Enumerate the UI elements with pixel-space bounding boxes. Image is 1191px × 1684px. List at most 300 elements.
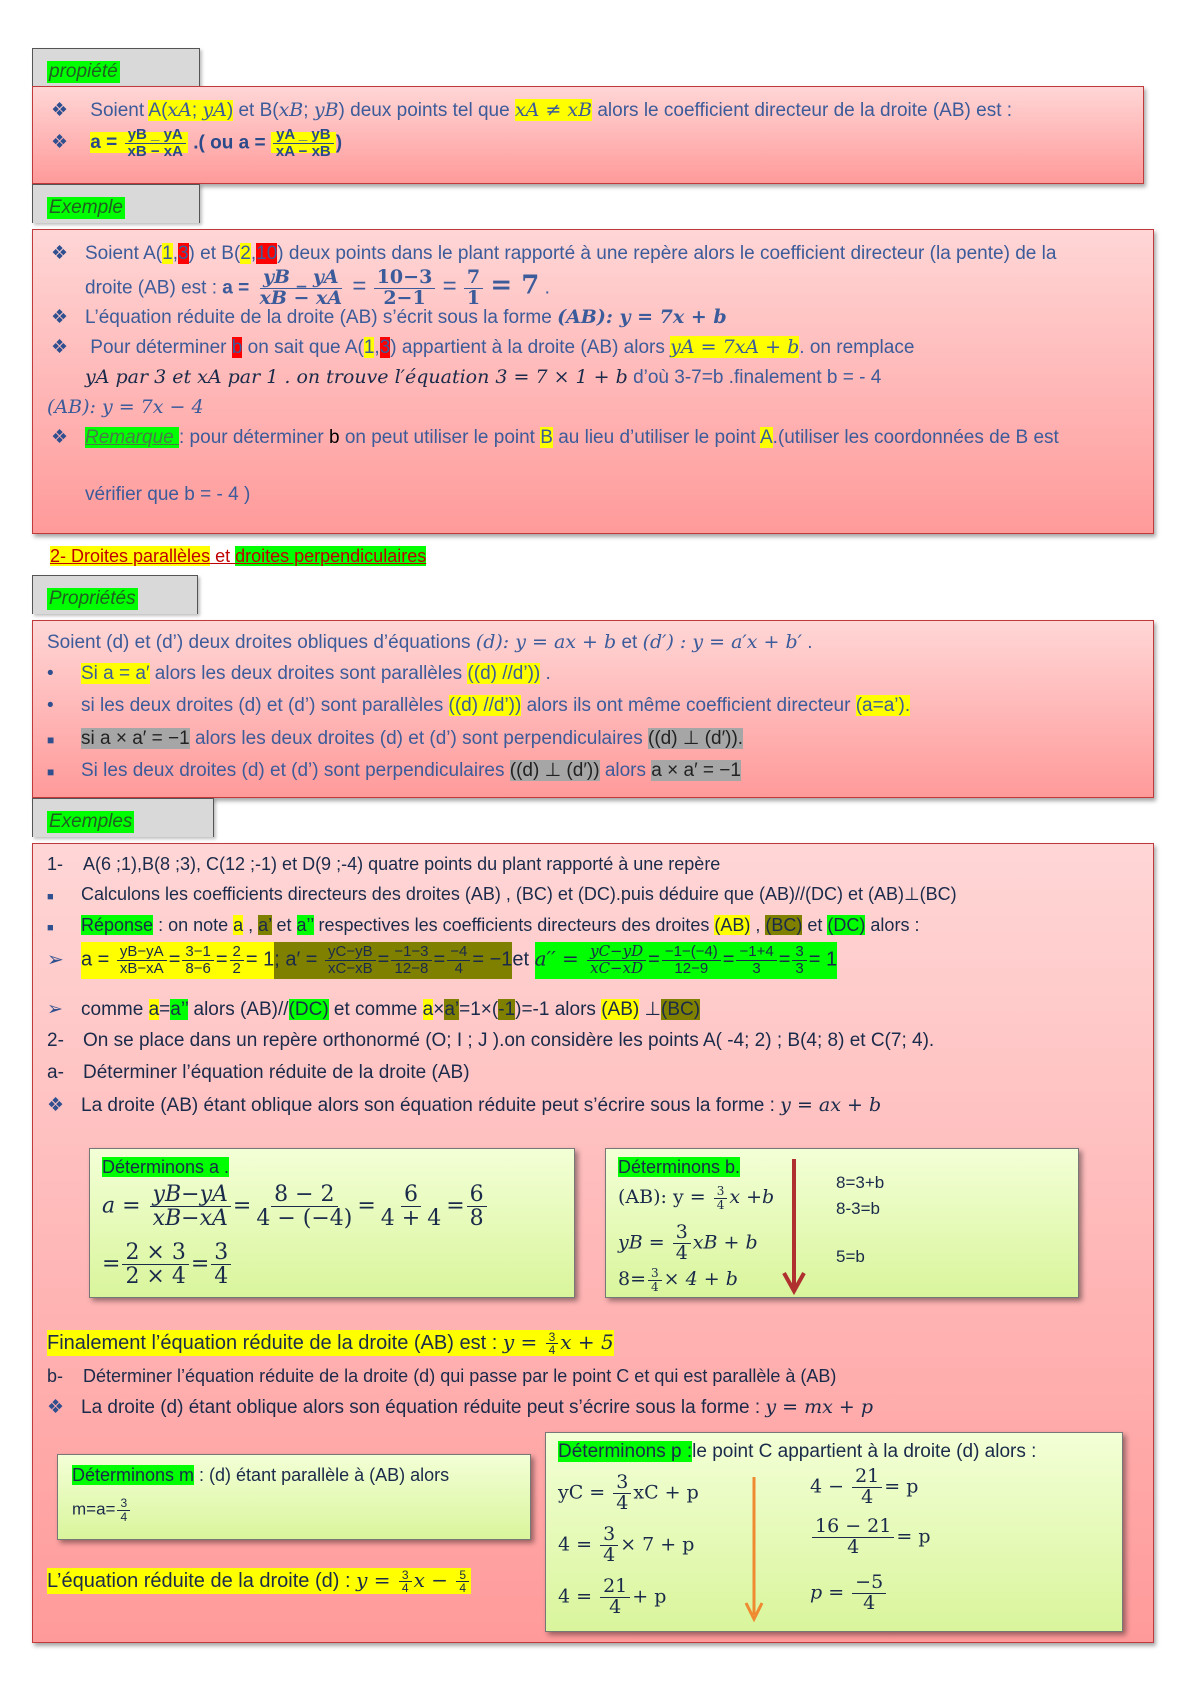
ex-line-b2 xyxy=(47,1396,873,1419)
t: alors ils ont même coefficient directeur xyxy=(521,695,856,716)
t: × 7 + p xyxy=(620,1533,695,1556)
t: a × a′ = −1 xyxy=(651,760,741,781)
point-a xyxy=(148,100,233,121)
t: yA = 7xA + b xyxy=(670,336,800,358)
determine-p-r3 xyxy=(810,1573,888,1614)
determine-b-r3: 5=b xyxy=(836,1247,865,1266)
t: y = xyxy=(502,1330,544,1354)
determine-b-l2 xyxy=(618,1223,758,1264)
t: 3 xyxy=(752,959,761,977)
t: On se place dans un repère orthonormé (O; I ; J ).on considère les points A( -4; 2) ; B(4; 8) et C(7; 4). xyxy=(83,1030,935,1051)
t: (BC) xyxy=(765,915,803,935)
t: yB _ yA xyxy=(125,127,186,144)
t: 4 xyxy=(675,1241,688,1264)
t: xB + b xyxy=(692,1231,758,1254)
t: x + 5 xyxy=(560,1330,614,1354)
t: a = xyxy=(90,132,123,154)
t: yB xyxy=(313,99,339,121)
t: a′′ = xyxy=(534,946,586,971)
t: Finalement l’équation réduite de la droite (AB) est : xyxy=(47,1332,503,1354)
t: 21 xyxy=(852,1467,882,1488)
t: -1 xyxy=(498,999,516,1020)
property-line-1 xyxy=(51,99,1012,122)
t: 4 xyxy=(120,1509,128,1524)
t: 4 xyxy=(616,1491,629,1514)
t: = xyxy=(357,1193,376,1219)
t: × 4 + b xyxy=(663,1268,738,1291)
t: . xyxy=(801,632,813,653)
t: 12−9 xyxy=(674,959,709,977)
t: x − xyxy=(413,1568,455,1592)
t: 4 xyxy=(401,1581,409,1596)
t: . on remplace xyxy=(799,337,915,358)
t: yC−yB xyxy=(325,944,376,961)
determine-b-r2: 8-3=b xyxy=(836,1199,880,1218)
t: 2 × 4 xyxy=(125,1264,186,1290)
t: (DC) xyxy=(827,915,866,935)
prop-intro xyxy=(47,631,813,654)
t: xB xyxy=(278,99,304,121)
t: alors (AB)// xyxy=(188,999,289,1020)
ex-line-a xyxy=(47,1062,470,1084)
t: 2- Droites parallèles xyxy=(50,546,211,566)
slope-formula-alt xyxy=(271,126,336,160)
examples-tab xyxy=(32,798,214,837)
slope-formula xyxy=(90,126,188,160)
diamond-bullet-icon: ❖ xyxy=(51,307,69,328)
example-line-5 xyxy=(85,366,881,389)
t: xB − xA xyxy=(259,286,343,309)
t: xB−xA xyxy=(152,1206,228,1232)
t: xB − xA xyxy=(127,142,183,160)
t: ((d) //d’)) xyxy=(448,695,522,716)
fraction xyxy=(673,1223,691,1264)
t: ⊥ xyxy=(639,999,662,1020)
t: et xyxy=(210,546,236,566)
example-line-4: ❖ Pour déterminer b on sait que A(1,3) appartient à la droite (AB) alors yA = 7xA + b. on remplace xyxy=(51,336,915,358)
t: 1- xyxy=(47,854,64,874)
t: a xyxy=(148,999,160,1020)
t: ) et B( xyxy=(188,243,241,264)
determine-p-l1 xyxy=(558,1473,699,1514)
fraction xyxy=(150,1183,231,1230)
t: 10 xyxy=(256,243,278,264)
t: A xyxy=(759,427,773,448)
t: L’équation réduite de la droite (AB) s’écrit sous la forme xyxy=(85,307,558,328)
fraction xyxy=(257,268,346,309)
fraction xyxy=(648,1267,662,1293)
fraction xyxy=(600,1525,618,1566)
determine-b-r1: 8=3+b xyxy=(836,1173,885,1192)
t: (AB) xyxy=(601,999,640,1020)
t: yA _ yB xyxy=(273,127,333,144)
t: yA par 3 et xA par 1 . on trouve l′équation 3 = 7 × 1 + b xyxy=(85,366,628,388)
final-eq-d xyxy=(47,1568,471,1595)
t: (AB) xyxy=(714,915,751,935)
ex-line-3 xyxy=(47,915,919,936)
determine-b-title xyxy=(618,1157,740,1178)
t: a xyxy=(422,999,434,1020)
t: .( ou a = xyxy=(193,132,271,154)
t: 3 xyxy=(714,1185,728,1199)
determine-p-r1 xyxy=(810,1467,918,1508)
properties-tab xyxy=(32,575,198,614)
t: (d): y = ax + b xyxy=(475,631,617,653)
diamond-bullet-icon: ❖ xyxy=(51,243,69,264)
t: 4 xyxy=(459,1581,467,1596)
t: xB−xA xyxy=(119,959,164,977)
t: b xyxy=(328,427,340,448)
t: xA − xB xyxy=(275,142,331,160)
t: Déterminer l’équation réduite de la droite (d) qui passe par le point C et qui est parallèle à (AB) xyxy=(83,1366,837,1386)
fraction xyxy=(391,944,431,977)
properties-box xyxy=(32,620,1154,798)
t: on sait que A( xyxy=(242,337,364,358)
determine-m-title xyxy=(72,1465,449,1486)
t: 3 xyxy=(379,337,391,358)
t: 4 xyxy=(548,1343,556,1358)
t: −5 xyxy=(852,1573,886,1594)
t: 4 xyxy=(214,1264,229,1290)
t: A(6 ;1),B(8 ;3), C(12 ;-1) et D(9 ;-4) quatre points du plant rapporté à une repère xyxy=(83,854,721,874)
fraction xyxy=(378,1183,444,1230)
t: = 1 xyxy=(808,948,838,971)
t: le point C appartient à la droite (d) alors : xyxy=(692,1441,1037,1462)
example-tab-label: Exemple xyxy=(49,197,123,218)
example-line-7 xyxy=(51,426,1059,449)
t: (a=a’). xyxy=(855,695,911,716)
t: alors les deux droites sont parallèles xyxy=(149,663,468,684)
t: 4 xyxy=(847,1535,860,1558)
t: et comme xyxy=(328,999,423,1020)
t: alors le coefficient directeur de la droite (AB) est : xyxy=(597,100,1013,121)
t: xC + p xyxy=(633,1481,699,1504)
t: xC−xD xyxy=(590,958,644,977)
fraction xyxy=(117,1497,130,1523)
t: yA xyxy=(202,99,227,121)
t: yB _ yA xyxy=(260,268,342,289)
condition-xa-neq-xb: xA ≠ xB xyxy=(514,99,593,121)
t: Déterminons a . xyxy=(102,1157,230,1177)
diamond-bullet-icon: ❖ xyxy=(51,427,69,448)
fraction xyxy=(122,1241,188,1288)
t: 2 xyxy=(230,944,244,961)
t: Déterminer l’équation réduite de la droite (AB) xyxy=(83,1062,470,1083)
t: yB−yA xyxy=(117,944,167,961)
t: ) xyxy=(338,100,345,121)
determine-b-l1 xyxy=(618,1185,774,1211)
final-eq-highlight xyxy=(47,1330,614,1356)
diamond-bullet-icon: ❖ xyxy=(47,1095,65,1116)
t: 4 xyxy=(861,1485,874,1508)
t: 3 xyxy=(673,1223,691,1244)
property-tab-label: propiété xyxy=(49,61,118,82)
t: La droite (d) étant oblique alors son équation réduite peut s’écrire sous la forme : xyxy=(81,1397,766,1418)
determine-b-box xyxy=(605,1148,1079,1298)
prop-2 xyxy=(47,695,910,717)
t: alors xyxy=(599,760,652,781)
fraction xyxy=(792,944,806,977)
final-eq-d-highlight xyxy=(47,1568,471,1594)
example-tab xyxy=(32,184,200,223)
t: . xyxy=(540,663,551,684)
t: = xyxy=(446,1193,465,1219)
diamond-bullet-icon: ❖ xyxy=(51,337,69,358)
t: = −1 xyxy=(472,948,513,971)
diamond-bullet-icon: ❖ xyxy=(51,100,69,121)
properties-tab-label: Propriétés xyxy=(49,588,136,609)
example-line-6 xyxy=(47,396,204,419)
t: −1+4 xyxy=(736,944,776,961)
t: et xyxy=(616,632,643,653)
t: 4 xyxy=(651,1279,659,1294)
examples-tab-label: Exemples xyxy=(49,811,133,832)
t: 2 xyxy=(240,243,251,264)
fraction xyxy=(613,1473,631,1514)
t: = 1 xyxy=(245,948,275,971)
determine-m-value xyxy=(72,1497,132,1523)
example-line-3 xyxy=(51,306,727,329)
t: 21 xyxy=(600,1577,630,1598)
t: 4 xyxy=(716,1197,725,1212)
t: et xyxy=(271,915,297,935)
t: a- xyxy=(47,1062,64,1083)
arrow-bullet-icon: ➢ xyxy=(47,948,64,971)
down-arrow-icon xyxy=(742,1477,766,1627)
examples-box xyxy=(32,843,1154,1643)
t: et xyxy=(802,915,828,935)
text: Soient xyxy=(90,100,149,121)
t: xC−xB xyxy=(328,959,373,977)
calc-a: a = $\frac{yB-yA}{xB-xA}$ = $\frac{3-1}{8-6}$ = $\frac{2}{2}$ = 1 xyxy=(81,943,275,977)
fraction xyxy=(211,1241,231,1288)
t: 4 + 4 xyxy=(380,1206,442,1232)
t: ; xyxy=(303,100,314,121)
property-box xyxy=(32,86,1144,184)
t: 3−1 xyxy=(182,944,213,961)
prop-3 xyxy=(47,727,743,750)
t: : pour déterminer xyxy=(179,427,329,448)
t: L’équation réduite de la droite (d) : xyxy=(47,1570,357,1592)
t: d’où 3-7=b .finalement b = - 4 xyxy=(627,367,882,388)
t: (AB): y = 7x + b xyxy=(557,306,727,328)
t: 6 xyxy=(467,1183,487,1207)
t: x +b xyxy=(729,1186,775,1209)
t: 4 − (−4) xyxy=(256,1206,353,1232)
t: Pour déterminer xyxy=(85,337,232,358)
t: deux points tel que xyxy=(344,100,515,121)
t: 2 × 3 xyxy=(122,1241,188,1265)
prop-1 xyxy=(47,663,551,685)
fraction xyxy=(812,1517,894,1558)
example-line-8 xyxy=(85,484,250,506)
t: 6 xyxy=(401,1183,421,1207)
fraction xyxy=(587,944,646,977)
determine-a-title xyxy=(102,1157,229,1178)
t: : on note xyxy=(153,915,234,935)
t: Si les deux droites (d) et (d’) sont perpendiculaires xyxy=(81,760,510,781)
t: 4 − xyxy=(810,1475,851,1498)
t: 1 xyxy=(162,243,173,264)
fraction xyxy=(714,1185,728,1211)
t: 8= xyxy=(618,1268,647,1291)
fraction xyxy=(447,944,470,977)
t: b- xyxy=(47,1366,64,1386)
t: 8−6 xyxy=(185,959,211,977)
t: ) deux points dans le plant rapporté à une repère alors le coefficient directeur (la pente) de la xyxy=(277,243,1057,264)
ex-line-calc xyxy=(47,942,837,979)
fraction xyxy=(182,944,213,977)
dot-bullet-icon: • xyxy=(47,695,54,716)
t: =1×( xyxy=(459,999,499,1020)
fraction xyxy=(230,944,244,977)
t: , xyxy=(243,915,259,935)
fraction xyxy=(399,1569,412,1595)
t: respectives les coefficients directeurs des droites xyxy=(313,915,715,935)
t: 7 xyxy=(464,268,483,289)
t: 3 xyxy=(792,944,806,961)
example-line-2: droite (AB) est : a = $\frac{yB \_ yA}{xB - xA}$ = $\frac{10-3}{2-1}$ = $\frac{7}{1}$ = 7 . xyxy=(85,266,550,309)
determine-m-box xyxy=(57,1454,531,1540)
t: p = xyxy=(810,1581,851,1604)
t: (DC) xyxy=(288,999,329,1020)
t: ; a′ = xyxy=(274,948,324,971)
t: (AB): y = 7x − 4 xyxy=(47,396,204,418)
determine-a-simplify xyxy=(102,1241,233,1288)
ex-line-form xyxy=(47,1094,881,1117)
t: Soient A( xyxy=(85,243,163,264)
t: 5 xyxy=(456,1569,469,1583)
t: 3 xyxy=(211,1241,231,1265)
diamond-bullet-icon: ❖ xyxy=(51,132,69,154)
t: 3 xyxy=(177,243,189,264)
t: = p xyxy=(896,1525,931,1548)
t: a = xyxy=(102,1193,141,1219)
t: (BC) xyxy=(661,999,701,1020)
arrow-bullet-icon: ➢ xyxy=(47,999,63,1020)
t: ) xyxy=(335,132,343,154)
fraction xyxy=(325,944,376,977)
fraction xyxy=(467,1183,487,1230)
determine-p-box xyxy=(545,1432,1123,1632)
prop-4 xyxy=(47,759,741,782)
square-bullet-icon: ■ xyxy=(47,733,55,747)
final-eq-ab xyxy=(47,1330,614,1357)
determine-p-r2 xyxy=(810,1517,930,1558)
fraction xyxy=(600,1577,630,1618)
t: Soient (d) et (d’) deux droites obliques d’équations xyxy=(47,632,476,653)
fraction xyxy=(546,1331,559,1357)
t: ((d) ⊥ (d′)) xyxy=(509,760,600,781)
t: 8 xyxy=(469,1206,484,1232)
property-line-2 xyxy=(51,127,342,160)
t: Remarque xyxy=(85,427,179,448)
t: y = mx + p xyxy=(765,1396,874,1418)
t: ((d) //d’)) xyxy=(467,663,541,684)
fraction xyxy=(736,944,776,977)
t: alors les deux droites (d) et (d’) sont perpendiculaires xyxy=(189,728,649,749)
dot-bullet-icon: • xyxy=(47,663,54,684)
t: = xyxy=(352,272,367,300)
t: Réponse xyxy=(81,915,154,935)
t: xA xyxy=(167,99,192,121)
fraction xyxy=(117,944,167,977)
t: 16 − 21 xyxy=(812,1517,894,1538)
t: Si a = a′ xyxy=(81,663,150,684)
example-box xyxy=(32,229,1154,534)
t: yC−yD xyxy=(587,944,646,961)
t: = xyxy=(190,1251,210,1277)
t: −4 xyxy=(447,944,470,961)
t: a xyxy=(233,915,244,935)
t: 4 = xyxy=(558,1533,599,1556)
t: alors : xyxy=(865,915,920,935)
t: 2- xyxy=(47,1030,64,1051)
t: 2−1 xyxy=(383,286,426,309)
square-bullet-icon: ■ xyxy=(47,922,54,934)
t: = 7 xyxy=(490,270,540,301)
example-line-1: ❖ Soient A(1,3) et B(2,10) deux points dans le plant rapporté à une repère alors le coefficient directeur (la pente) de la xyxy=(51,243,1057,264)
t: et B( xyxy=(233,100,279,121)
t: : (d) étant parallèle à (AB) alors xyxy=(194,1465,450,1485)
down-arrow-icon xyxy=(782,1159,806,1299)
t: 4 xyxy=(609,1595,622,1618)
t: comme xyxy=(81,999,149,1020)
ex-line-1 xyxy=(47,854,720,875)
determine-p-l3 xyxy=(558,1577,666,1618)
t: 3 xyxy=(795,959,804,977)
ex-line-2 xyxy=(47,884,957,905)
t: droites perpendiculaires xyxy=(235,546,427,566)
t: = xyxy=(232,1193,252,1219)
t: )=-1 alors xyxy=(515,999,602,1020)
t: (d′) : y = a′x + b′ xyxy=(642,631,802,653)
t: = xyxy=(102,1251,121,1277)
fraction xyxy=(374,268,436,309)
t: ) xyxy=(226,100,234,121)
t: yC = xyxy=(558,1481,612,1504)
t: y = ax + b xyxy=(780,1094,882,1116)
calc-a-prime: ; a′ = $\frac{yC-yB}{xC-xB}$ = $\frac{-1-3}{12-8}$ = $\frac{-4}{4}$ = −1 xyxy=(274,943,513,977)
calc-a-second: a′′ = $\frac{yC-yD}{xC-xD}$ = $\frac{-1-(-4)}{12-9}$ = $\frac{-1+4}{3}$ = $\frac{3}{3}$ = 1 xyxy=(534,942,838,977)
t: Déterminons p : xyxy=(558,1441,693,1462)
t: 10−3 xyxy=(374,268,436,289)
t: si les deux droites (d) et (d’) sont parallèles xyxy=(81,695,449,716)
t: y = xyxy=(356,1568,397,1592)
t: × xyxy=(433,999,445,1020)
t: ) appartient à la droite (AB) alors xyxy=(390,337,671,358)
t: b xyxy=(231,337,243,358)
t: −1−3 xyxy=(391,944,431,961)
t: 3 xyxy=(399,1569,412,1583)
t: −1−(−4) xyxy=(662,944,721,961)
fraction xyxy=(662,944,721,977)
fraction xyxy=(125,127,186,160)
t: a’’ xyxy=(170,999,189,1020)
t: 4 xyxy=(454,959,463,977)
determine-a-box xyxy=(89,1148,575,1298)
t: au lieu d’utiliser le point xyxy=(552,427,760,448)
ex-line-b xyxy=(47,1366,836,1387)
t: m=a= xyxy=(72,1499,116,1519)
t: 3 xyxy=(117,1497,130,1511)
t: , xyxy=(750,915,766,935)
t: yB−yA xyxy=(150,1183,231,1207)
t: yB = xyxy=(618,1231,671,1254)
t: 3 xyxy=(613,1473,631,1494)
t: 4 xyxy=(603,1543,616,1566)
t: A( xyxy=(148,100,168,121)
